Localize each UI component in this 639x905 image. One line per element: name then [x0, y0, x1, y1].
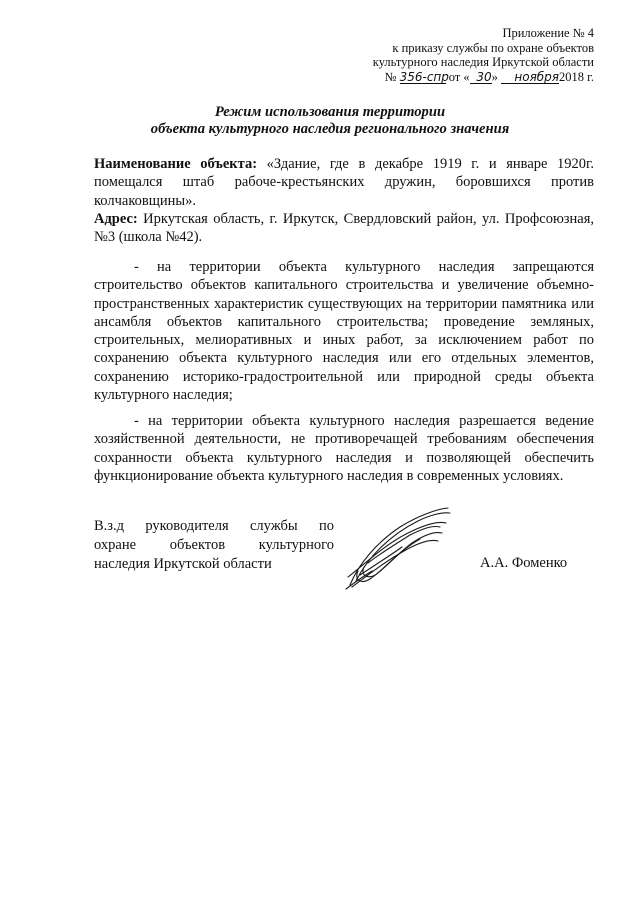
order-number-row	[294, 70, 594, 85]
date-from-label: от «	[448, 69, 470, 84]
day-field	[470, 71, 492, 84]
month-value: ноября	[514, 69, 560, 84]
signatory-position	[94, 517, 334, 574]
year-suffix: 2018 г.	[559, 69, 594, 84]
address-value: Иркутская область, г. Иркутск, Свердловский район, ул. Профсоюзная, №3 (школа №42).	[94, 211, 595, 246]
number-prefix: №	[384, 69, 397, 84]
permitted-activities-paragraph: - на территории объекта культурного наследия разрешается ведение хозяйственной деятельности, не противоречащей требованиям обеспечения сохранности объекта культурного наследия и позволяющей обеспечить функционирование объекта культурного наследия в современных условиях.	[94, 413, 594, 484]
order-number-field	[399, 69, 449, 84]
document-title	[60, 104, 600, 138]
handwritten-signature-icon	[338, 505, 458, 590]
appendix-line-2: к приказу службы по охране объектов	[392, 40, 594, 55]
object-name-value: «Здание, где в декабре 1919 г. и январе 1920г. помещался штаб рабоче-крестьянских дружин, боровшихся против колчаковщины».	[94, 156, 594, 209]
appendix-line-3: культурного наследия Иркутской области	[372, 55, 594, 69]
prohibited-activities-paragraph: - на территории объекта культурного наследия запрещаются строительство объектов капитального строительства и увеличение объемно-пространственных характеристик существующих на территории памятника или ансамбля объектов капитального строительства; проведение земляных, строительных, мелиоративных и иных работ, за исключением работ по сохранению объекта культурного наследия или его отдельных элементов, сохранению историко-градостроительной или природной среды объекта культурного наследия;	[94, 259, 594, 404]
appendix-header	[294, 26, 594, 84]
object-name-paragraph	[94, 155, 594, 210]
address-label: Адрес:	[94, 211, 138, 227]
appendix-line-1: Приложение № 4	[502, 26, 594, 40]
position-line-2: охране объектов культурного	[94, 537, 334, 553]
position-line-3: наследия Иркутской области	[94, 556, 272, 572]
title-line-2: объекта культурного наследия регионального значения	[150, 121, 510, 137]
object-name-label: Наименование объекта:	[94, 156, 258, 172]
day-value: 30	[476, 69, 492, 84]
date-mid-label: »	[491, 69, 498, 84]
title-line-1: Режим использования территории	[214, 104, 446, 120]
address-paragraph	[94, 210, 594, 247]
signer-name: А.А. Фоменко	[480, 555, 568, 571]
month-field	[501, 71, 559, 84]
position-line-1: В.з.д руководителя службы по	[94, 518, 334, 534]
order-number-value: 356-спр	[399, 69, 449, 84]
